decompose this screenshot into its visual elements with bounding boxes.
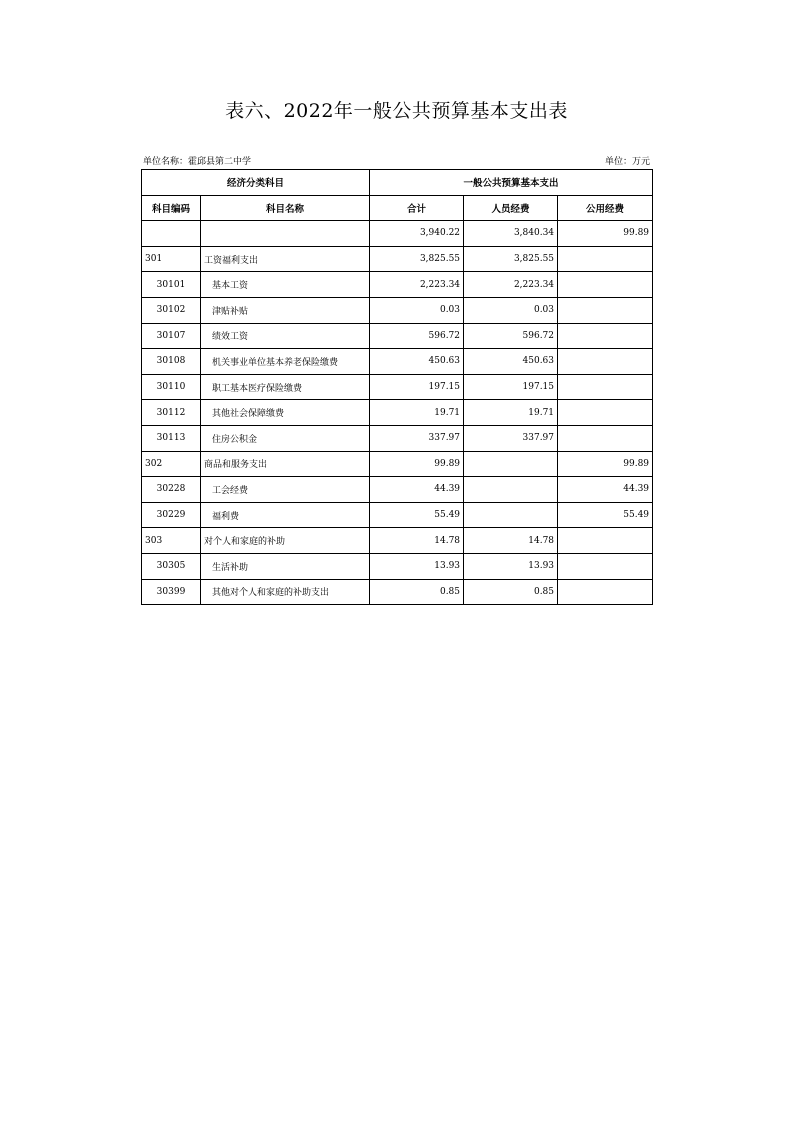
table-row	[142, 323, 653, 349]
cell-subject-name: 工资福利支出	[201, 246, 370, 272]
cell-subject-code: 30113	[142, 425, 201, 451]
table-row	[142, 579, 653, 605]
cell-subject-name: 津贴补贴	[201, 297, 370, 323]
unit-label: 单位：万元	[604, 157, 650, 167]
cell-subject-name: 绩效工资	[201, 323, 370, 349]
table-row	[142, 400, 653, 426]
header-subject-code: 科目编码	[142, 195, 201, 221]
cell-subject-code: 301	[142, 246, 201, 272]
cell-public-expense: 44.39	[558, 477, 653, 503]
cell-subject-name: 生活补助	[201, 553, 370, 579]
table-row	[142, 528, 653, 554]
cell-total: 0.03	[370, 297, 464, 323]
cell-personnel-expense: 337.97	[464, 425, 558, 451]
cell-personnel-expense: 3,840.34	[464, 221, 558, 247]
table-row	[142, 553, 653, 579]
cell-subject-name: 商品和服务支出	[201, 451, 370, 477]
table-row	[142, 349, 653, 375]
cell-subject-code: 30107	[142, 323, 201, 349]
cell-public-expense	[558, 272, 653, 298]
cell-public-expense: 55.49	[558, 502, 653, 528]
organization-label: 单位名称：霍邱县第二中学	[143, 157, 252, 167]
cell-total: 44.39	[370, 477, 464, 503]
budget-table	[141, 169, 653, 605]
cell-personnel-expense	[464, 477, 558, 503]
cell-subject-name: 福利费	[201, 502, 370, 528]
table-row	[142, 374, 653, 400]
header-column-row	[142, 195, 653, 221]
header-basic-expenditure: 一般公共预算基本支出	[370, 170, 653, 196]
table-row	[142, 297, 653, 323]
cell-subject-name: 对个人和家庭的补助	[201, 528, 370, 554]
cell-total: 0.85	[370, 579, 464, 605]
cell-subject-name: 职工基本医疗保险缴费	[201, 374, 370, 400]
cell-total: 14.78	[370, 528, 464, 554]
cell-subject-code: 30228	[142, 477, 201, 503]
cell-public-expense	[558, 374, 653, 400]
cell-subject-code: 302	[142, 451, 201, 477]
cell-public-expense	[558, 528, 653, 554]
cell-public-expense	[558, 579, 653, 605]
cell-personnel-expense: 19.71	[464, 400, 558, 426]
cell-subject-name	[201, 221, 370, 247]
cell-public-expense	[558, 323, 653, 349]
cell-subject-name: 基本工资	[201, 272, 370, 298]
cell-public-expense	[558, 297, 653, 323]
cell-personnel-expense: 197.15	[464, 374, 558, 400]
cell-subject-name: 其他对个人和家庭的补助支出	[201, 579, 370, 605]
header-subject-name: 科目名称	[201, 195, 370, 221]
cell-personnel-expense: 0.03	[464, 297, 558, 323]
cell-subject-code	[142, 221, 201, 247]
cell-total: 2,223.34	[370, 272, 464, 298]
cell-public-expense	[558, 246, 653, 272]
cell-public-expense	[558, 425, 653, 451]
cell-personnel-expense	[464, 451, 558, 477]
cell-subject-name: 其他社会保障缴费	[201, 400, 370, 426]
cell-personnel-expense: 0.85	[464, 579, 558, 605]
cell-subject-code: 30102	[142, 297, 201, 323]
table-row	[142, 502, 653, 528]
cell-public-expense	[558, 349, 653, 375]
header-group-row	[142, 170, 653, 196]
cell-personnel-expense: 13.93	[464, 553, 558, 579]
table-row	[142, 451, 653, 477]
table-row	[142, 477, 653, 503]
cell-public-expense: 99.89	[558, 221, 653, 247]
cell-personnel-expense: 2,223.34	[464, 272, 558, 298]
cell-subject-code: 30110	[142, 374, 201, 400]
cell-total: 596.72	[370, 323, 464, 349]
cell-total: 99.89	[370, 451, 464, 477]
table-row	[142, 272, 653, 298]
header-public-expense: 公用经费	[558, 195, 653, 221]
cell-public-expense	[558, 553, 653, 579]
cell-subject-code: 303	[142, 528, 201, 554]
cell-public-expense	[558, 400, 653, 426]
cell-personnel-expense: 450.63	[464, 349, 558, 375]
cell-total: 3,940.22	[370, 221, 464, 247]
cell-total: 197.15	[370, 374, 464, 400]
header-total: 合计	[370, 195, 464, 221]
table-row	[142, 425, 653, 451]
cell-total: 337.97	[370, 425, 464, 451]
cell-personnel-expense: 596.72	[464, 323, 558, 349]
table-row	[142, 246, 653, 272]
cell-total: 55.49	[370, 502, 464, 528]
cell-personnel-expense	[464, 502, 558, 528]
cell-subject-code: 30112	[142, 400, 201, 426]
cell-personnel-expense: 3,825.55	[464, 246, 558, 272]
cell-total: 450.63	[370, 349, 464, 375]
table-body	[142, 221, 653, 605]
cell-total: 19.71	[370, 400, 464, 426]
cell-total: 3,825.55	[370, 246, 464, 272]
table-row	[142, 221, 653, 247]
cell-subject-code: 30108	[142, 349, 201, 375]
header-economic-classification: 经济分类科目	[142, 170, 370, 196]
cell-personnel-expense: 14.78	[464, 528, 558, 554]
cell-subject-name: 住房公积金	[201, 425, 370, 451]
cell-public-expense: 99.89	[558, 451, 653, 477]
document-title: 表六、2022年一般公共预算基本支出表	[225, 100, 568, 122]
cell-subject-code: 30305	[142, 553, 201, 579]
cell-total: 13.93	[370, 553, 464, 579]
cell-subject-name: 工会经费	[201, 477, 370, 503]
cell-subject-code: 30101	[142, 272, 201, 298]
cell-subject-name: 机关事业单位基本养老保险缴费	[201, 349, 370, 375]
header-personnel-expense: 人员经费	[464, 195, 558, 221]
cell-subject-code: 30229	[142, 502, 201, 528]
cell-subject-code: 30399	[142, 579, 201, 605]
